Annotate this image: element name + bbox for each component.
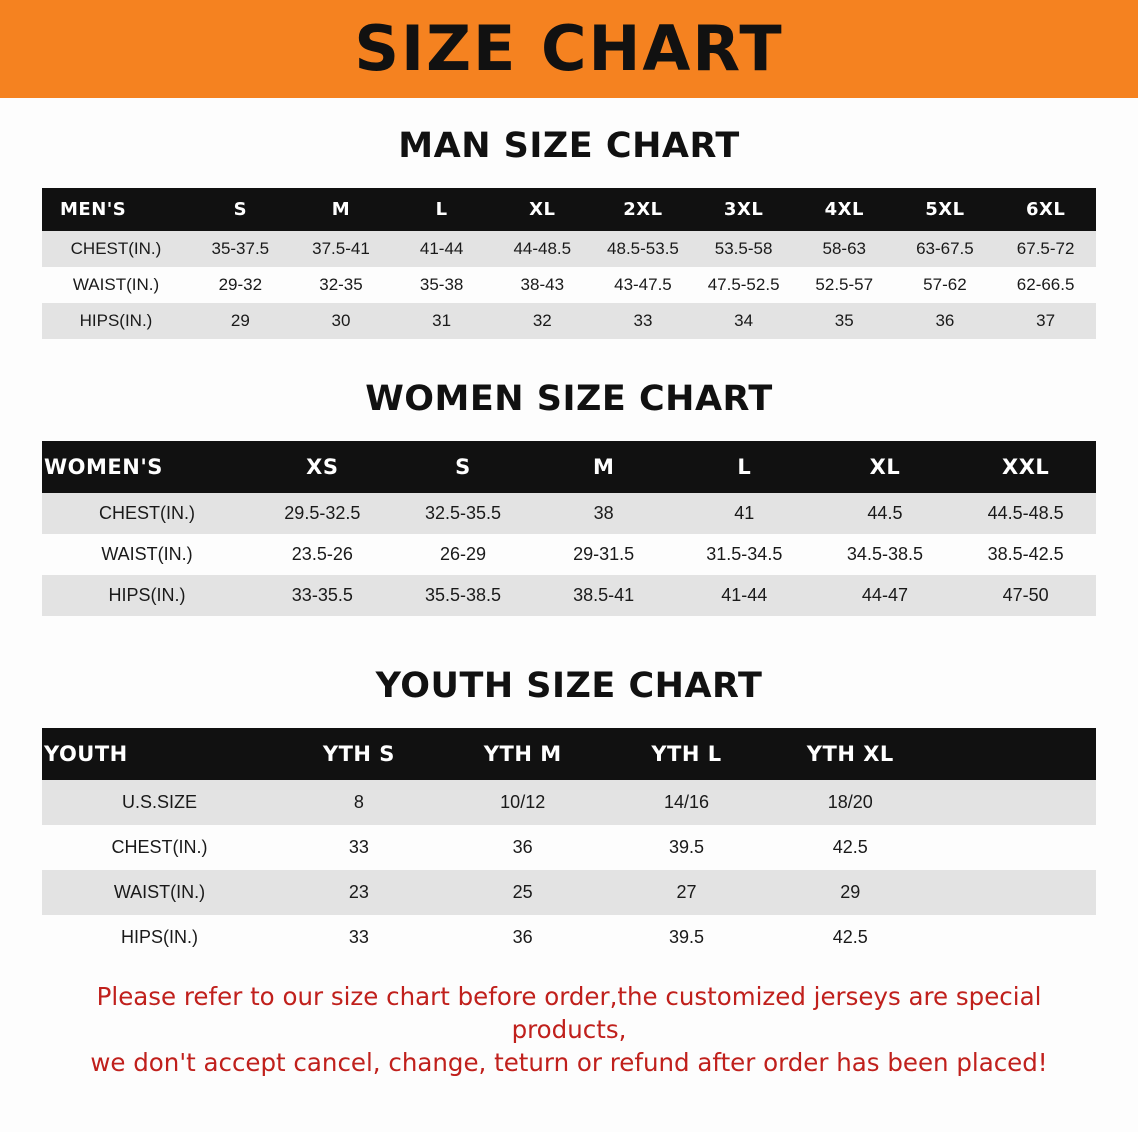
women-row-2-cell-2: 38.5-41 <box>533 575 674 616</box>
table-header-row <box>42 441 1096 493</box>
man-row-1-cell-6: 52.5-57 <box>794 267 895 303</box>
women-row-1-cell-3: 31.5-34.5 <box>674 534 815 575</box>
man-row-0-cell-2: 41-44 <box>391 231 492 267</box>
women-row-2-cell-0: 33-35.5 <box>252 575 393 616</box>
man-row-1-cell-4: 43-47.5 <box>593 267 694 303</box>
man-row-1-cell-5: 47.5-52.5 <box>693 267 794 303</box>
table-row <box>42 493 1096 534</box>
women-row-0-cell-1: 32.5-35.5 <box>393 493 534 534</box>
women-row-1-cell-1: 26-29 <box>393 534 534 575</box>
man-row-2-cell-2: 31 <box>391 303 492 339</box>
women-row-2-cell-5: 47-50 <box>955 575 1096 616</box>
man-table-wrap <box>42 188 1096 339</box>
women-header-cell-3: M <box>533 441 674 493</box>
women-row-0-label: CHEST(IN.) <box>42 493 252 534</box>
youth-row-3-cell-1: 36 <box>441 915 605 960</box>
man-row-1-cell-0: 29-32 <box>190 267 291 303</box>
women-table-head <box>42 441 1096 493</box>
man-row-1-cell-7: 57-62 <box>895 267 996 303</box>
youth-row-0-cell-1: 10/12 <box>441 780 605 825</box>
table-row <box>42 870 1096 915</box>
women-row-0-cell-4: 44.5 <box>815 493 956 534</box>
man-row-0-cell-8: 67.5-72 <box>995 231 1096 267</box>
man-header-cell-9: 6XL <box>995 188 1096 231</box>
youth-row-3-cell-0: 33 <box>277 915 441 960</box>
women-row-1-cell-5: 38.5-42.5 <box>955 534 1096 575</box>
table-row <box>42 267 1096 303</box>
youth-row-1-label: CHEST(IN.) <box>42 825 277 870</box>
women-row-2-cell-1: 35.5-38.5 <box>393 575 534 616</box>
youth-row-0-spacer <box>932 780 1096 825</box>
man-row-2-cell-3: 32 <box>492 303 593 339</box>
man-row-0-cell-7: 63-67.5 <box>895 231 996 267</box>
youth-row-0-cell-2: 14/16 <box>605 780 769 825</box>
women-section-heading: WOMEN SIZE CHART <box>365 379 773 419</box>
women-row-1-cell-0: 23.5-26 <box>252 534 393 575</box>
man-section-heading: MAN SIZE CHART <box>398 126 740 166</box>
women-header-cell-0: WOMEN'S <box>42 441 252 493</box>
man-header-cell-2: M <box>291 188 392 231</box>
youth-row-1-cell-0: 33 <box>277 825 441 870</box>
youth-row-0-cell-0: 8 <box>277 780 441 825</box>
man-row-2-cell-8: 37 <box>995 303 1096 339</box>
women-header-cell-4: L <box>674 441 815 493</box>
women-row-1-cell-4: 34.5-38.5 <box>815 534 956 575</box>
man-row-2-cell-5: 34 <box>693 303 794 339</box>
man-row-0-cell-3: 44-48.5 <box>492 231 593 267</box>
table-header-row <box>42 188 1096 231</box>
youth-row-1-cell-3: 42.5 <box>768 825 932 870</box>
youth-header-cell-2: YTH M <box>441 728 605 780</box>
disclaimer-line-2: we don't accept cancel, change, teturn or refund after order has been placed! <box>90 1048 1048 1078</box>
man-row-0-cell-1: 37.5-41 <box>291 231 392 267</box>
youth-table-head <box>42 728 1096 780</box>
man-header-cell-0: MEN'S <box>42 188 190 231</box>
youth-table-wrap <box>42 728 1096 960</box>
women-size-table <box>42 441 1096 616</box>
man-row-1-cell-2: 35-38 <box>391 267 492 303</box>
youth-row-0-label: U.S.SIZE <box>42 780 277 825</box>
women-header-cell-2: S <box>393 441 534 493</box>
banner <box>0 0 1138 98</box>
disclaimer-note <box>36 980 1102 1079</box>
man-header-cell-5: 2XL <box>593 188 694 231</box>
women-row-2-label: HIPS(IN.) <box>42 575 252 616</box>
man-row-0-label: CHEST(IN.) <box>42 231 190 267</box>
disclaimer-line-1: Please refer to our size chart before order,the customized jerseys are special products, <box>96 982 1042 1045</box>
man-row-2-cell-0: 29 <box>190 303 291 339</box>
man-row-0-cell-5: 53.5-58 <box>693 231 794 267</box>
man-row-2-cell-4: 33 <box>593 303 694 339</box>
table-row <box>42 780 1096 825</box>
youth-row-1-cell-1: 36 <box>441 825 605 870</box>
youth-row-3-cell-3: 42.5 <box>768 915 932 960</box>
youth-row-3-cell-2: 39.5 <box>605 915 769 960</box>
youth-row-2-spacer <box>932 870 1096 915</box>
man-header-cell-6: 3XL <box>693 188 794 231</box>
women-row-0-cell-3: 41 <box>674 493 815 534</box>
youth-row-2-label: WAIST(IN.) <box>42 870 277 915</box>
youth-row-2-cell-0: 23 <box>277 870 441 915</box>
man-header-cell-1: S <box>190 188 291 231</box>
page-title: SIZE CHART <box>354 12 784 85</box>
man-row-0-cell-0: 35-37.5 <box>190 231 291 267</box>
man-header-cell-8: 5XL <box>895 188 996 231</box>
youth-row-3-spacer <box>932 915 1096 960</box>
women-row-2-cell-3: 41-44 <box>674 575 815 616</box>
women-header-cell-1: XS <box>252 441 393 493</box>
table-row <box>42 231 1096 267</box>
women-row-2-cell-4: 44-47 <box>815 575 956 616</box>
man-row-2-cell-6: 35 <box>794 303 895 339</box>
youth-header-spacer <box>932 728 1096 780</box>
women-row-0-cell-2: 38 <box>533 493 674 534</box>
youth-row-1-spacer <box>932 825 1096 870</box>
women-row-0-cell-0: 29.5-32.5 <box>252 493 393 534</box>
man-row-1-cell-3: 38-43 <box>492 267 593 303</box>
man-row-1-cell-1: 32-35 <box>291 267 392 303</box>
women-header-cell-5: XL <box>815 441 956 493</box>
table-row <box>42 575 1096 616</box>
youth-row-1-cell-2: 39.5 <box>605 825 769 870</box>
man-table-body <box>42 231 1096 339</box>
table-row <box>42 915 1096 960</box>
table-row <box>42 825 1096 870</box>
table-row <box>42 534 1096 575</box>
man-row-0-cell-4: 48.5-53.5 <box>593 231 694 267</box>
youth-table-body <box>42 780 1096 960</box>
youth-row-0-cell-3: 18/20 <box>768 780 932 825</box>
women-row-1-label: WAIST(IN.) <box>42 534 252 575</box>
youth-header-cell-4: YTH XL <box>768 728 932 780</box>
youth-row-2-cell-3: 29 <box>768 870 932 915</box>
man-row-2-cell-1: 30 <box>291 303 392 339</box>
table-row <box>42 303 1096 339</box>
man-row-0-cell-6: 58-63 <box>794 231 895 267</box>
man-size-table <box>42 188 1096 339</box>
youth-header-cell-0: YOUTH <box>42 728 277 780</box>
man-row-2-cell-7: 36 <box>895 303 996 339</box>
man-table-head <box>42 188 1096 231</box>
man-row-1-cell-8: 62-66.5 <box>995 267 1096 303</box>
man-header-cell-3: L <box>391 188 492 231</box>
man-row-2-label: HIPS(IN.) <box>42 303 190 339</box>
man-header-cell-4: XL <box>492 188 593 231</box>
women-table-body <box>42 493 1096 616</box>
youth-size-table <box>42 728 1096 960</box>
man-row-1-label: WAIST(IN.) <box>42 267 190 303</box>
youth-row-3-label: HIPS(IN.) <box>42 915 277 960</box>
women-row-0-cell-5: 44.5-48.5 <box>955 493 1096 534</box>
women-table-wrap <box>42 441 1096 616</box>
youth-header-cell-3: YTH L <box>605 728 769 780</box>
women-row-1-cell-2: 29-31.5 <box>533 534 674 575</box>
youth-row-2-cell-1: 25 <box>441 870 605 915</box>
table-header-row <box>42 728 1096 780</box>
youth-header-cell-1: YTH S <box>277 728 441 780</box>
youth-section-heading: YOUTH SIZE CHART <box>375 666 763 706</box>
women-header-cell-6: XXL <box>955 441 1096 493</box>
youth-row-2-cell-2: 27 <box>605 870 769 915</box>
man-header-cell-7: 4XL <box>794 188 895 231</box>
